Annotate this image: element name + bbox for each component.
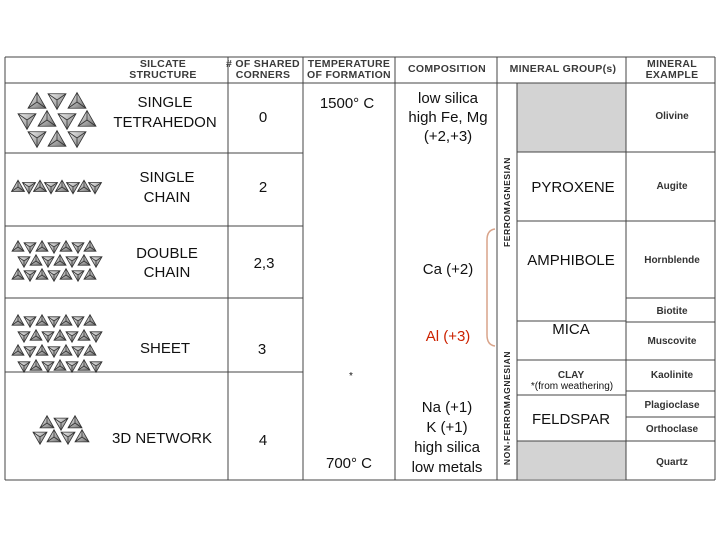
composition-top-line1: low silica xyxy=(417,90,479,107)
example-kaolinite: Kaolinite xyxy=(650,370,694,381)
tetrahedron-glyph xyxy=(47,430,61,442)
tetrahedron-glyph xyxy=(84,345,96,355)
composition-bracket xyxy=(487,229,495,346)
example-plagioclase: Plagioclase xyxy=(644,400,700,411)
tetrahedron-glyph xyxy=(72,317,84,327)
composition-bottom-line4: low metals xyxy=(411,459,483,476)
group-clay: CLAY xyxy=(557,370,585,381)
tetrahedron-glyph xyxy=(42,332,54,342)
tetrahedron-glyph xyxy=(72,271,84,281)
tetrahedron-glyph xyxy=(36,345,48,355)
header-corners-line2: CORNERS xyxy=(235,69,291,81)
tetrahedron-glyph xyxy=(12,180,25,191)
example-muscovite: Muscovite xyxy=(647,336,697,347)
header-corners-line1: # OF SHARED xyxy=(226,58,300,70)
tetrahedron-glyph xyxy=(48,271,60,281)
corners-single-chain: 2 xyxy=(258,179,268,196)
example-quartz: Quartz xyxy=(656,457,688,468)
tetrahedron-glyph xyxy=(68,93,86,109)
tetrahedron-glyph xyxy=(30,330,42,340)
corners-single-tetrahedon: 0 xyxy=(258,109,268,126)
header-mineral-group: MINERAL GROUP(s) xyxy=(509,63,617,75)
sheet-diagram xyxy=(12,315,102,373)
temperature-low: 700° C xyxy=(325,455,373,472)
tetrahedron-glyph xyxy=(56,180,69,191)
tetrahedron-glyph xyxy=(78,255,90,265)
tetrahedron-glyph xyxy=(28,132,46,148)
tetrahedron-glyph xyxy=(61,432,75,444)
tetrahedron-glyph xyxy=(48,317,60,327)
tetrahedron-glyph xyxy=(72,243,84,253)
tetrahedron-glyph xyxy=(66,257,78,267)
tetrahedron-glyph xyxy=(78,111,96,127)
tetrahedron-glyph xyxy=(12,345,24,355)
structure-double-chain-line1: DOUBLE xyxy=(136,245,198,262)
example-augite: Augite xyxy=(656,181,688,192)
composition-bottom-line1: Na (+1) xyxy=(421,399,473,416)
tetrahedron-glyph xyxy=(68,416,82,428)
network-diagram xyxy=(33,416,89,445)
header-example-line2: EXAMPLE xyxy=(645,69,699,81)
composition-bottom-line2: K (+1) xyxy=(426,419,468,436)
tetrahedron-glyph xyxy=(60,315,72,325)
tetrahedron-glyph xyxy=(18,362,30,372)
tetrahedron-glyph xyxy=(12,269,24,279)
tetrahedron-glyph xyxy=(78,360,90,370)
tetrahedron-glyph xyxy=(60,269,72,279)
double-chain-diagram xyxy=(12,241,102,282)
header-composition: COMPOSITION xyxy=(408,63,486,75)
tetrahedron-glyph xyxy=(36,269,48,279)
non-ferromagnesian-label: NON-FERROMAGNESIAN xyxy=(502,350,512,466)
tetrahedron-glyph xyxy=(40,416,54,428)
tetrahedron-glyph xyxy=(58,114,76,130)
tetrahedron-glyph xyxy=(60,345,72,355)
group-shaded-top xyxy=(517,83,626,152)
tetrahedron-glyph xyxy=(90,332,102,342)
tetrahedron-glyph xyxy=(36,241,48,251)
header-structure-line1: SILCATE xyxy=(139,58,187,70)
header-structure-line2: STRUCTURE xyxy=(129,69,197,81)
tetrahedron-glyph xyxy=(48,131,66,147)
tetrahedron-glyph xyxy=(24,317,36,327)
group-amphibole: AMPHIBOLE xyxy=(527,252,615,269)
structure-double-chain-line2: CHAIN xyxy=(143,264,191,281)
tetrahedron-glyph xyxy=(78,330,90,340)
tetrahedron-glyph xyxy=(48,94,66,110)
temperature-asterisk: * xyxy=(349,371,353,382)
example-olivine: Olivine xyxy=(655,111,689,122)
group-mica: MICA xyxy=(552,321,590,338)
tetrahedron-glyph xyxy=(24,271,36,281)
header-example-line1: MINERAL xyxy=(647,58,697,70)
tetrahedron-glyph xyxy=(84,315,96,325)
tetrahedron-glyph xyxy=(90,362,102,372)
tetrahedron-glyph xyxy=(18,257,30,267)
tetrahedron-glyph xyxy=(24,243,36,253)
composition-top-line2: high Fe, Mg xyxy=(408,109,488,126)
tetrahedron-glyph xyxy=(54,255,66,265)
tetrahedron-glyph xyxy=(90,257,102,267)
tetrahedron-glyph xyxy=(18,332,30,342)
single-tetrahedron-diagram xyxy=(18,93,96,148)
tetrahedron-glyph xyxy=(54,330,66,340)
example-hornblende: Hornblende xyxy=(644,255,700,266)
structure-sheet: SHEET xyxy=(139,340,191,357)
tetrahedron-glyph xyxy=(84,241,96,251)
structure-single-tetrahedon-line1: SINGLE xyxy=(137,94,193,111)
tetrahedron-glyph xyxy=(54,360,66,370)
example-biotite: Biotite xyxy=(656,306,688,317)
tetrahedron-glyph xyxy=(66,362,78,372)
tetrahedron-glyph xyxy=(54,418,68,430)
group-shaded-bottom xyxy=(517,441,626,479)
tetrahedron-glyph xyxy=(78,180,91,191)
corners-sheet: 3 xyxy=(257,341,267,358)
tetrahedron-glyph xyxy=(48,243,60,253)
tetrahedron-glyph xyxy=(60,241,72,251)
tetrahedron-glyph xyxy=(42,257,54,267)
tetrahedron-glyph xyxy=(66,332,78,342)
tetrahedron-glyph xyxy=(18,114,36,130)
group-clay-note: *(from weathering) xyxy=(530,381,614,392)
tetrahedron-glyph xyxy=(84,269,96,279)
tetrahedron-glyph xyxy=(89,182,102,193)
tetrahedron-glyph xyxy=(42,362,54,372)
composition-bottom-line3: high silica xyxy=(414,439,480,456)
tetrahedron-glyph xyxy=(72,347,84,357)
tetrahedron-glyph xyxy=(23,182,36,193)
structure-single-chain-line1: SINGLE xyxy=(139,169,195,186)
tetrahedron-glyph xyxy=(38,111,56,127)
corners-3d-network: 4 xyxy=(258,432,268,449)
single-chain-diagram xyxy=(12,180,102,194)
structure-single-tetrahedon-line2: TETRAHEDON xyxy=(113,114,217,131)
tetrahedron-glyph xyxy=(30,360,42,370)
tetrahedron-glyph xyxy=(45,182,58,193)
tetrahedron-glyph xyxy=(33,432,47,444)
tetrahedron-glyph xyxy=(28,93,46,109)
group-feldspar: FELDSPAR xyxy=(531,411,611,428)
structure-single-chain-line2: CHAIN xyxy=(143,189,191,206)
tetrahedron-glyph xyxy=(67,182,80,193)
structure-3d-network: 3D NETWORK xyxy=(111,430,213,447)
tetrahedron-glyph xyxy=(34,180,47,191)
corners-double-chain: 2,3 xyxy=(253,255,275,272)
header-temperature-line2: OF FORMATION xyxy=(307,69,391,81)
example-orthoclase: Orthoclase xyxy=(645,424,699,435)
composition-ca: Ca (+2) xyxy=(422,261,474,278)
composition-top-line3: (+2,+3) xyxy=(423,128,473,145)
tetrahedron-glyph xyxy=(12,241,24,251)
tetrahedron-glyph xyxy=(48,347,60,357)
tetrahedron-glyph xyxy=(24,347,36,357)
tetrahedron-glyph xyxy=(12,315,24,325)
header-temperature-line1: TEMPERATURE xyxy=(307,58,391,70)
temperature-high: 1500° C xyxy=(319,95,375,112)
group-pyroxene: PYROXENE xyxy=(531,179,615,196)
ferromagnesian-label: FERROMAGNESIAN xyxy=(502,156,512,248)
tetrahedron-glyph xyxy=(68,132,86,148)
tetrahedron-glyph xyxy=(75,430,89,442)
tetrahedron-glyph xyxy=(30,255,42,265)
composition-al: Al (+3) xyxy=(425,328,471,345)
tetrahedron-glyph xyxy=(36,315,48,325)
